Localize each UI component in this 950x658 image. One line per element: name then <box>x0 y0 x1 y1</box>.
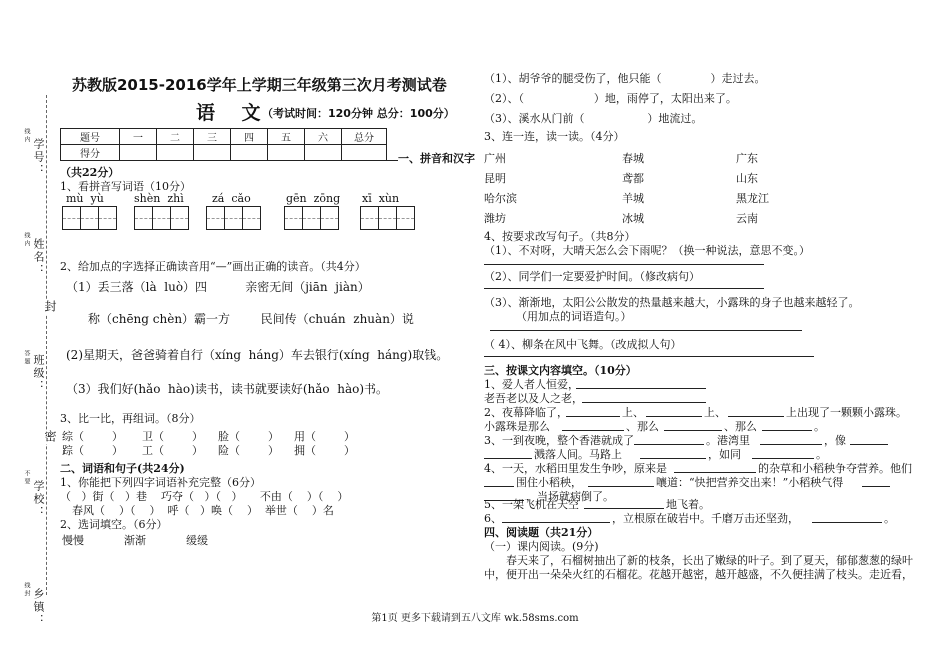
margin-small-text: 线内 <box>23 232 30 248</box>
margin-small-text: 答题 <box>23 350 30 366</box>
link-item[interactable]: 云南 <box>736 212 758 225</box>
score-cell[interactable] <box>305 145 342 161</box>
link-item[interactable]: 昆明 <box>484 172 506 185</box>
section-1-title: 一、拼音和汉字 <box>398 152 475 165</box>
s3-text: 、那么 <box>626 420 659 433</box>
section-2-title: 二、词语和句子(共24分) <box>60 462 185 475</box>
s3-item-1b: 老吾老以及人之老， <box>484 392 583 405</box>
margin-small-text: 线内 <box>23 128 30 144</box>
answer-line[interactable] <box>582 402 706 403</box>
class-label: 班级： <box>32 354 45 393</box>
writing-grid-2[interactable] <box>134 206 188 230</box>
s2-q1-line-2: 春风（ ）（ ） 呼（ ）唤（ ） 举世（ ）名 <box>72 504 334 517</box>
subject-title: 语 文 <box>196 102 261 124</box>
q3-item: 踪（ ） <box>62 444 123 457</box>
fill-sentence-3: （3）、溪水从门前（ ）地流过。 <box>484 112 703 125</box>
q2-line-4: （3）我们好(hǎo hào)读书，读书就要读好(hǎo hào)书。 <box>66 382 389 396</box>
score-cell[interactable] <box>268 145 305 161</box>
link-item[interactable]: 山东 <box>736 172 758 185</box>
table-cell: 六 <box>305 129 342 145</box>
rewrite-2: （2）、同学们一定要爱护时间。（修改病句） <box>484 270 700 283</box>
reading-subtitle: （一）课内阅读。(9分) <box>484 540 599 553</box>
table-cell: 四 <box>231 129 268 145</box>
s3-text: ，如同 <box>708 448 741 461</box>
pinyin-4: gēn zōng <box>286 192 341 205</box>
pinyin-1: mù yù <box>66 192 104 205</box>
q3-item: 拥（ ） <box>294 444 355 457</box>
answer-line[interactable] <box>850 444 888 445</box>
reading-paragraph-line-1: 春天来了，石榴树抽出了新的枝条，长出了嫩绿的叶子。到了夏天，郁郁葱葱的绿叶 <box>506 554 913 567</box>
writing-grid-4[interactable] <box>284 206 338 230</box>
s3-text: 的杂草和小稻秧争夺营养。他们 <box>758 462 912 475</box>
table-cell: 一 <box>120 129 157 145</box>
answer-line[interactable] <box>576 388 706 389</box>
link-item[interactable]: 黑龙江 <box>736 192 769 205</box>
q2-line-1: （1）丢三落（là luò）四 亲密无间（jiān jiàn） <box>66 280 370 294</box>
answer-line[interactable] <box>562 430 624 431</box>
answer-line[interactable] <box>762 430 812 431</box>
score-cell[interactable] <box>342 145 387 161</box>
name-label: 姓名： <box>32 238 45 277</box>
s3-text: 上出现了一颗颗小露珠。 <box>786 406 907 419</box>
score-cell[interactable] <box>157 145 194 161</box>
answer-line[interactable] <box>752 458 814 459</box>
margin-small-text: 线封 <box>23 582 30 598</box>
answer-line[interactable] <box>588 486 654 487</box>
s3-text: 。港湾里 <box>706 434 750 447</box>
writing-grid-5[interactable] <box>360 206 414 230</box>
q3-item: 险（ ） <box>218 444 279 457</box>
score-table-header-row <box>61 129 387 145</box>
pinyin-5: xī xùn <box>362 192 400 205</box>
score-cell[interactable] <box>194 145 231 161</box>
q3-item: 工（ ） <box>142 444 203 457</box>
word-option: 渐渐 <box>124 534 146 547</box>
reading-paragraph-line-2: 中，便开出一朵朵火红的石榴花。花越开越密，越开越盛，不久便挂满了枝头。走近看， <box>484 568 913 581</box>
link-item[interactable]: 潍坊 <box>484 212 506 225</box>
fill-sentence-1: （1）、胡爷爷的腿受伤了，他只能（ ）走过去。 <box>484 72 766 85</box>
score-cell[interactable] <box>231 145 268 161</box>
answer-line[interactable] <box>490 330 802 331</box>
s3-text: 、那么 <box>724 420 757 433</box>
s3-item-6: 6、 <box>484 512 502 525</box>
link-item[interactable]: 鸢都 <box>622 172 644 185</box>
table-cell: 得分 <box>61 145 120 161</box>
link-item[interactable]: 春城 <box>622 152 644 165</box>
link-item[interactable]: 羊城 <box>622 192 644 205</box>
rewrite-1: （1）、不对呀，大晴天怎么会下雨呢？（换一种说法，意思不变。） <box>484 244 810 257</box>
s3-item-4: 4、一天，水稻田里发生争吵，原来是 <box>484 462 667 475</box>
writing-grid-1[interactable] <box>62 206 116 230</box>
s2-q1-line-1: （ ）街（ ）巷 巧夺（ ）（ ） 不由（ ）（ ） <box>60 490 349 503</box>
word-option: 缓缓 <box>186 534 208 547</box>
answer-line[interactable] <box>664 430 722 431</box>
binding-line <box>46 95 47 595</box>
s3-text: 围住小稻秧， <box>516 476 582 489</box>
q3-item: 综（ ） <box>62 430 123 443</box>
answer-line[interactable] <box>674 472 756 473</box>
s3-text: 溅落人间。马路上 <box>534 448 622 461</box>
s3-text: 上、 <box>622 406 644 419</box>
s3-text: ，像 <box>824 434 846 447</box>
section-1-score: （共22分） <box>60 166 120 179</box>
question-link: 3、连一连，读一读。（4分） <box>484 130 625 143</box>
s3-text: 上、 <box>704 406 726 419</box>
township-label: 乡镇： <box>32 588 45 627</box>
answer-line[interactable] <box>484 288 764 289</box>
rewrite-3-instruction: （用加点的词语造句。） <box>516 310 632 323</box>
answer-line[interactable] <box>484 356 814 357</box>
s3-item-3: 3、一到夜晚，整个香港就成了 <box>484 434 634 447</box>
exam-info: （考试时间：120分钟 总分：100分） <box>262 107 455 120</box>
student-id-label: 学号： <box>32 138 45 177</box>
s3-text: 。 <box>816 448 827 461</box>
table-cell: 题号 <box>61 129 120 145</box>
answer-line[interactable] <box>502 522 610 523</box>
section-divider <box>60 160 398 161</box>
pinyin-2: shèn zhì <box>134 192 184 205</box>
s3-text: 。 <box>814 420 825 433</box>
table-cell: 三 <box>194 129 231 145</box>
answer-line[interactable] <box>484 486 514 487</box>
s3-item-2d: 小露珠是那么 <box>484 420 550 433</box>
margin-small-text: 不要 <box>23 470 30 486</box>
s3-item-5: 5、一架飞机在天空 <box>484 498 579 511</box>
s3-item-1: 1、爱人者人恒爱， <box>484 378 579 391</box>
section-4-title: 四、阅读题（共21分） <box>484 526 599 539</box>
q2-line-3: (2)星期天，爸爸骑着自行（xíng háng）车去银行(xíng háng)取钱。 <box>66 348 449 362</box>
page-footer: 第1页 更多下载请到五八文库 wk.58sms.com <box>371 613 579 624</box>
link-item[interactable]: 广东 <box>736 152 758 165</box>
s3-text: 地飞着。 <box>666 498 710 511</box>
score-cell[interactable] <box>120 145 157 161</box>
q3-item: 卫（ ） <box>142 430 203 443</box>
s2-question-1: 1、你能把下列四字词语补充完整（6分） <box>60 476 261 489</box>
answer-line[interactable] <box>640 458 706 459</box>
answer-line[interactable] <box>634 444 704 445</box>
question-1: 1、看拼音写词语（10分） <box>60 180 191 193</box>
s3-text: 嚷道：“快把营养交出来！”小稻秧气得 <box>656 476 844 489</box>
link-item[interactable]: 冰城 <box>622 212 644 225</box>
question-3: 3、比一比，再组词。（8分） <box>60 412 201 425</box>
answer-line[interactable] <box>862 486 890 487</box>
link-item[interactable]: 哈尔滨 <box>484 192 517 205</box>
score-table-score-row <box>61 145 387 161</box>
link-item[interactable]: 广州 <box>484 152 506 165</box>
table-cell: 总分 <box>342 129 387 145</box>
answer-line[interactable] <box>760 444 822 445</box>
answer-line[interactable] <box>646 416 702 417</box>
fill-sentence-2: （2）、（ ）地，雨停了，太阳出来了。 <box>484 92 737 105</box>
answer-line[interactable] <box>484 264 764 265</box>
q3-item: 脸（ ） <box>218 430 279 443</box>
rewrite-3: （3）、渐渐地，太阳公公散发的热量越来越大，小露珠的身子也越来越轻了。 <box>484 296 860 309</box>
answer-line[interactable] <box>566 416 620 417</box>
question-rewrite: 4、按要求改写句子。（共8分） <box>484 230 636 243</box>
school-label: 学校： <box>32 480 45 519</box>
section-3-title: 三、按课文内容填空。（10分） <box>484 364 637 377</box>
s3-text: 。 <box>884 512 895 525</box>
writing-grid-3[interactable] <box>206 206 260 230</box>
question-2: 2、给加点的字选择正确读音用“—”画出正确的读音。（共4分） <box>60 260 366 273</box>
s3-text: ，立根原在破岩中。千磨万击还坚劲， <box>612 512 799 525</box>
s2-question-2: 2、选词填空。（6分） <box>60 518 168 531</box>
seal-text: 密 <box>43 430 57 444</box>
answer-line[interactable] <box>812 522 882 523</box>
table-cell: 二 <box>157 129 194 145</box>
seal-text: 封 <box>43 300 57 314</box>
table-cell: 五 <box>268 129 305 145</box>
word-option: 慢慢 <box>62 534 84 547</box>
rewrite-4: （ 4）、柳条在风中飞舞。（改成拟人句） <box>484 338 682 351</box>
pinyin-3: zá cǎo <box>212 192 251 205</box>
s3-text: ，当场就病倒了。 <box>526 490 614 503</box>
score-table <box>60 128 387 161</box>
q3-item: 用（ ） <box>294 430 355 443</box>
answer-line[interactable] <box>728 416 784 417</box>
answer-line[interactable] <box>584 508 664 509</box>
answer-line[interactable] <box>484 458 532 459</box>
q2-line-2: 称（chēng chèn）霸一方 民间传（chuán zhuàn）说 <box>88 312 414 326</box>
s3-item-2: 2、夜幕降临了， <box>484 406 568 419</box>
exam-title: 苏教版2015-2016学年上学期三年级第三次月考测试卷 <box>72 76 447 94</box>
